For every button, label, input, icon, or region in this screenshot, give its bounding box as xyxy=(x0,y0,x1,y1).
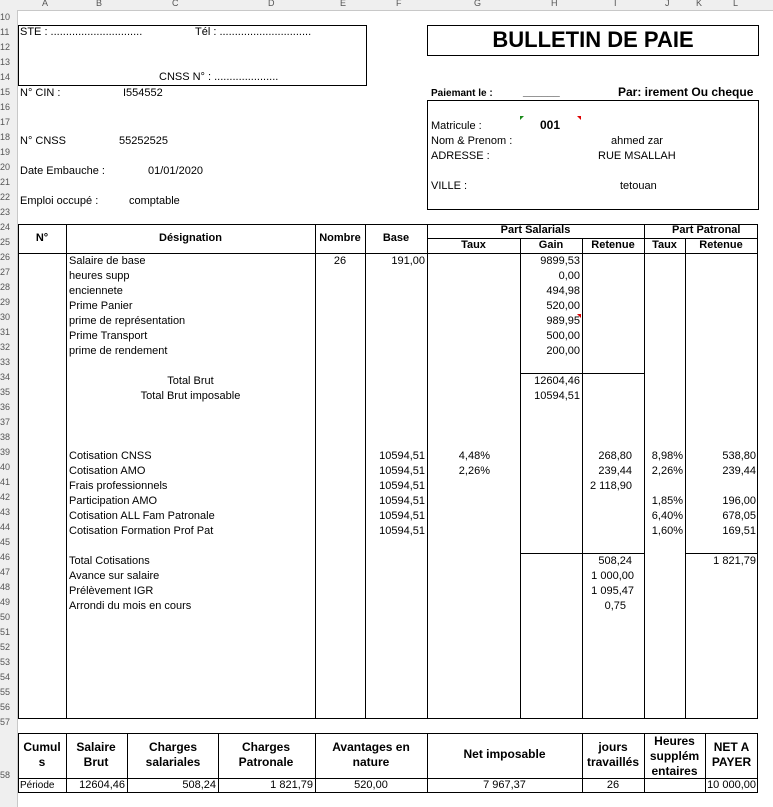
row-number[interactable]: 52 xyxy=(0,642,11,652)
cot-retenue: 2 118,90 xyxy=(589,480,632,492)
comment-marker-red xyxy=(577,116,581,120)
cot-base: 10594,51 xyxy=(379,450,425,462)
row-number[interactable]: 31 xyxy=(0,327,11,337)
column-letter[interactable]: L xyxy=(733,0,739,8)
row-number[interactable]: 57 xyxy=(0,717,11,727)
row-number[interactable]: 19 xyxy=(0,147,11,157)
hdr-taux: Taux xyxy=(461,239,486,251)
cot-retenue: 268,80 xyxy=(598,450,632,462)
row-number[interactable]: 16 xyxy=(0,102,11,112)
ded-label: Arrondi du mois en cours xyxy=(69,600,192,612)
ded-label: Prélèvement IGR xyxy=(69,585,154,597)
column-letter[interactable]: A xyxy=(42,0,49,8)
ded-retenue: 1 000,00 xyxy=(591,570,634,582)
sum-hdr-net: NET A PAYER xyxy=(711,740,752,769)
cot-label: Cotisation Formation Prof Pat xyxy=(69,525,214,537)
gain-value: 200,00 xyxy=(546,345,580,357)
row-number[interactable]: 15 xyxy=(0,87,11,97)
total-brut-value: 12604,46 xyxy=(534,375,580,387)
cot-retenue-p: 239,44 xyxy=(722,465,756,477)
cot-taux-p: 1,85% xyxy=(651,495,683,507)
city-label: VILLE : xyxy=(431,180,468,192)
gain-value: 520,00 xyxy=(546,300,580,312)
row-number[interactable]: 37 xyxy=(0,417,11,427)
hdr-retenue: Retenue xyxy=(591,239,635,251)
column-letter[interactable]: D xyxy=(268,0,275,8)
row-number[interactable]: 55 xyxy=(0,687,11,697)
hdr-part-patronal: Part Patronal xyxy=(672,224,741,236)
company-tel: Tél : .............................. xyxy=(195,26,312,38)
cot-retenue-p: 678,05 xyxy=(722,510,756,522)
row-number[interactable]: 14 xyxy=(0,72,11,82)
matricule-label: Matricule : xyxy=(431,120,482,132)
cot-base: 10594,51 xyxy=(379,480,425,492)
row-number[interactable]: 30 xyxy=(0,312,11,322)
sum-hdr-heures: Heures supplém entaires xyxy=(649,734,700,778)
row-number[interactable]: 50 xyxy=(0,612,11,622)
row-number[interactable]: 34 xyxy=(0,372,11,382)
row-number[interactable]: 47 xyxy=(0,567,11,577)
company-cnss: CNSS N° : ..................... xyxy=(159,71,279,83)
cin-label: N° CIN : xyxy=(20,87,61,99)
hdr-part-salarial: Part Salarials xyxy=(500,224,571,236)
gain-value: 0,00 xyxy=(558,270,580,282)
row-number[interactable]: 10 xyxy=(0,12,11,22)
row-number[interactable]: 54 xyxy=(0,672,11,682)
row-number[interactable]: 33 xyxy=(0,357,11,367)
table-bottom xyxy=(18,718,758,719)
row-number[interactable]: 38 xyxy=(0,432,11,442)
gain-label: heures supp xyxy=(69,270,130,282)
column-letter[interactable]: K xyxy=(696,0,703,8)
cot-base: 10594,51 xyxy=(379,495,425,507)
column-letter[interactable]: I xyxy=(614,0,617,8)
column-letter[interactable]: E xyxy=(340,0,347,8)
row-number[interactable]: 40 xyxy=(0,462,11,472)
sum-avantages: 520,00 xyxy=(354,779,388,791)
page-title: BULLETIN DE PAIE xyxy=(492,27,694,52)
total-brut-label: Total Brut xyxy=(167,375,214,387)
payment-method: Par: irement Ou cheque xyxy=(618,85,754,99)
vcol-e xyxy=(315,224,316,719)
row-number[interactable]: 43 xyxy=(0,507,11,517)
row-number[interactable]: 41 xyxy=(0,477,11,487)
row-number[interactable]: 26 xyxy=(0,252,11,262)
row-number[interactable]: 44 xyxy=(0,522,11,532)
gain-label: Prime Panier xyxy=(69,300,133,312)
row-number[interactable]: 13 xyxy=(0,57,11,67)
cot-base: 10594,51 xyxy=(379,510,425,522)
column-letter[interactable]: F xyxy=(396,0,402,8)
row-number[interactable]: 35 xyxy=(0,387,11,397)
hdr-taux-p: Taux xyxy=(652,239,677,251)
gain-value: 9899,53 xyxy=(540,255,580,267)
gain-nombre: 26 xyxy=(333,255,347,267)
company-ste: STE : .............................. xyxy=(20,26,143,38)
row-number[interactable]: 56 xyxy=(0,702,11,712)
total-imposable-label: Total Brut imposable xyxy=(140,390,241,402)
row-number[interactable]: 20 xyxy=(0,162,11,172)
row-number[interactable]: 42 xyxy=(0,492,11,502)
matricule-value: 001 xyxy=(540,118,561,132)
column-letter[interactable]: B xyxy=(96,0,103,8)
row-number[interactable]: 11 xyxy=(0,27,10,37)
cot-retenue-p: 196,00 xyxy=(722,495,756,507)
gain-value: 500,00 xyxy=(546,330,580,342)
cot-base: 10594,51 xyxy=(379,525,425,537)
row-number[interactable]: 46 xyxy=(0,552,11,562)
row-number[interactable]: 58 xyxy=(0,770,11,780)
job-label: Emploi occupé : xyxy=(20,195,99,207)
row-number[interactable]: 28 xyxy=(0,282,11,292)
cot-retenue-p: 538,80 xyxy=(722,450,756,462)
sum-hdr-salaire-brut: Salaire Brut xyxy=(76,740,116,769)
sum-charges-sal: 508,24 xyxy=(182,779,216,791)
cin-value: I554552 xyxy=(123,87,163,99)
column-letter[interactable]: J xyxy=(665,0,670,8)
cot-retenue: 239,44 xyxy=(598,465,632,477)
ded-retenue: 508,24 xyxy=(598,555,632,567)
row-number[interactable]: 36 xyxy=(0,402,11,412)
sum-jours: 26 xyxy=(606,779,620,791)
name-value: ahmed zar xyxy=(611,135,663,147)
ded-retenue: 1 095,47 xyxy=(591,585,634,597)
ded-retenue: 0,75 xyxy=(604,600,626,612)
payment-date: ______ xyxy=(523,86,560,98)
row-number[interactable]: 17 xyxy=(0,117,11,127)
sum-hdr-jours: jours travaillés xyxy=(586,740,640,769)
column-letter[interactable]: H xyxy=(551,0,558,8)
comment-marker-red xyxy=(577,314,581,318)
sum-hdr-avantages: Avantages en nature xyxy=(332,740,410,769)
comment-marker-green xyxy=(520,116,524,120)
ded-label: Total Cotisations xyxy=(69,555,150,567)
cot-label: Participation AMO xyxy=(69,495,158,507)
vcol-a xyxy=(18,224,19,719)
sum-hdr-cumuls: Cumul s xyxy=(23,740,61,769)
row-number[interactable]: 51 xyxy=(0,627,11,637)
cot-base: 10594,51 xyxy=(379,465,425,477)
column-headers xyxy=(0,0,773,11)
cot-taux-p: 6,40% xyxy=(651,510,683,522)
hdr-retenue-p: Retenue xyxy=(699,239,743,251)
total-imposable-value: 10594,51 xyxy=(534,390,580,402)
hdr-designation: Désignation xyxy=(159,232,222,244)
vcol-b xyxy=(66,224,67,719)
hdr-base: Base xyxy=(382,232,410,244)
gain-label: enciennete xyxy=(69,285,123,297)
hdr-nombre: Nombre xyxy=(319,232,361,244)
row-number[interactable]: 24 xyxy=(0,222,11,232)
gain-label: prime de rendement xyxy=(69,345,168,357)
cot-label: Cotisation CNSS xyxy=(69,450,152,462)
column-letter[interactable]: G xyxy=(474,0,482,8)
cot-taux-p: 1,60% xyxy=(651,525,683,537)
gain-label: prime de représentation xyxy=(69,315,186,327)
name-label: Nom & Prenom : xyxy=(431,135,513,147)
cot-taux-p: 2,26% xyxy=(651,465,683,477)
city-value: tetouan xyxy=(620,180,657,192)
column-letter[interactable]: C xyxy=(172,0,179,8)
gain-value: 494,98 xyxy=(546,285,580,297)
gain-base: 191,00 xyxy=(391,255,425,267)
row-number[interactable]: 49 xyxy=(0,597,11,607)
sum-net-imposable: 7 967,37 xyxy=(483,779,526,791)
gain-label: Salaire de base xyxy=(69,255,146,267)
cot-taux: 4,48% xyxy=(458,450,490,462)
sum-net: 10 000,00 xyxy=(707,779,756,791)
address-label: ADRESSE : xyxy=(431,150,490,162)
row-number[interactable]: 39 xyxy=(0,447,11,457)
row-number[interactable]: 18 xyxy=(0,132,11,142)
sum-charges-pat: 1 821,79 xyxy=(270,779,313,791)
row-number[interactable]: 21 xyxy=(0,177,11,187)
cot-label: Cotisation ALL Fam Patronale xyxy=(69,510,215,522)
row-number[interactable]: 23 xyxy=(0,207,11,217)
sum-hdr-charges-sal: Charges salariales xyxy=(145,740,201,769)
cot-label: Cotisation AMO xyxy=(69,465,146,477)
hdr-num: N° xyxy=(35,232,49,244)
row-number[interactable]: 48 xyxy=(0,582,11,592)
cot-taux: 2,26% xyxy=(458,465,490,477)
row-number[interactable]: 27 xyxy=(0,267,11,277)
cnss-value: 55252525 xyxy=(119,135,168,147)
gain-label: Prime Transport xyxy=(69,330,148,342)
sum-periode: Période xyxy=(20,780,55,791)
row-number[interactable]: 22 xyxy=(0,192,11,202)
cot-taux-p: 8,98% xyxy=(651,450,683,462)
row-number[interactable]: 45 xyxy=(0,537,11,547)
cot-label: Frais professionnels xyxy=(69,480,168,492)
vcol-l xyxy=(757,224,758,719)
hire-value: 01/01/2020 xyxy=(148,165,204,177)
row-number[interactable]: 29 xyxy=(0,297,11,307)
sum-hdr-net-imposable: Net imposable xyxy=(463,747,546,761)
row-number[interactable]: 12 xyxy=(0,42,11,52)
svcol xyxy=(757,733,758,793)
row-headers xyxy=(0,10,18,807)
ded-retenue-p: 1 821,79 xyxy=(713,555,756,567)
gain-value: 989,95 xyxy=(546,315,580,327)
address-value: RUE MSALLAH xyxy=(598,150,676,162)
row-number[interactable]: 53 xyxy=(0,657,11,667)
hdr-gain: Gain xyxy=(538,239,564,251)
cot-retenue-p: 169,51 xyxy=(722,525,756,537)
sum-salaire-brut: 12604,46 xyxy=(79,779,125,791)
hire-label: Date Embauche : xyxy=(20,165,105,177)
sum-hdr-charges-pat: Charges Patronale xyxy=(238,740,294,769)
cnss-label: N° CNSS xyxy=(20,135,66,147)
row-number[interactable]: 25 xyxy=(0,237,11,247)
table-top xyxy=(18,224,758,225)
row-number[interactable]: 32 xyxy=(0,342,11,352)
job-value: comptable xyxy=(129,195,180,207)
payment-label: Paiemant le : xyxy=(431,88,493,99)
ded-label: Avance sur salaire xyxy=(69,570,160,582)
